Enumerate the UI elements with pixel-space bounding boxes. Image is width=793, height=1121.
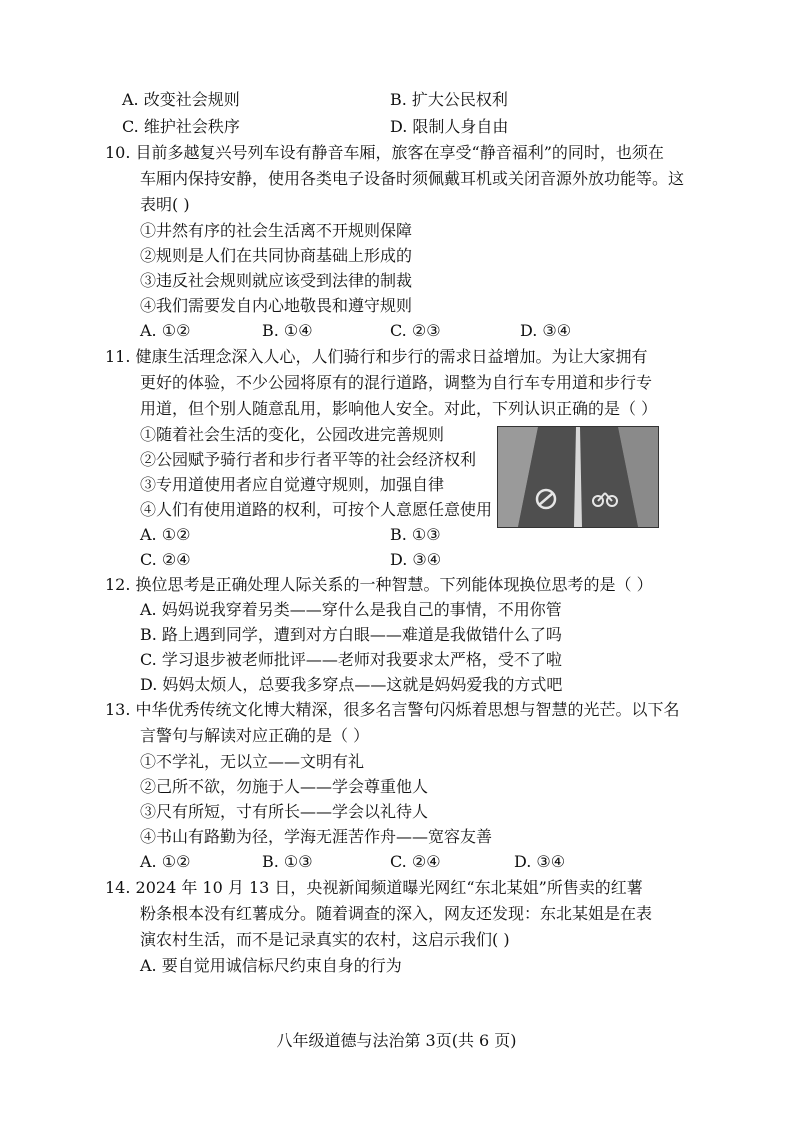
q11-option-c: C. ②④: [140, 550, 191, 569]
bike-lane-photo: [497, 426, 659, 528]
q12-option-d: D. 妈妈太烦人，总要我多穿点——这就是妈妈爱我的方式吧: [140, 675, 563, 694]
q13-option-d: D. ③④: [514, 852, 566, 871]
q12-option-b: B. 路上遇到同学，遭到对方白眼——难道是我做错什么了吗: [140, 625, 562, 644]
q13-statement-2: ②己所不欲，勿施于人——学会尊重他人: [140, 777, 429, 796]
q10-statement-4: ④我们需要发自内心地敬畏和遵守规则: [140, 296, 413, 315]
q14-stem-line2: 粉条根本没有红薯成分。随着调查的深入，网友还发现：东北某姐是在表: [140, 904, 653, 923]
q10-stem-line2: 车厢内保持安静，使用各类电子设备时须佩戴耳机或关闭音源外放功能等。这: [140, 169, 685, 188]
q14-stem-line1: 14. 2024 年 10 月 13 日，央视新闻频道曝光网红“东北某姐”所售卖的红薯: [105, 878, 643, 897]
q13-statement-4: ④书山有路勤为径，学海无涯苦作舟——宽容友善: [140, 827, 493, 846]
q12-option-a: A. 妈妈说我穿着另类——穿什么是我自己的事情，不用你管: [140, 600, 562, 619]
q9-option-c: C. 维护社会秩序: [122, 117, 240, 136]
q10-option-a: A. ①②: [140, 321, 191, 340]
q13-statement-1: ①不学礼，无以立——文明有礼: [140, 752, 365, 771]
q14-option-a: A. 要自觉用诚信标尺约束自身的行为: [140, 956, 402, 975]
q10-option-d: D. ③④: [520, 321, 572, 340]
q10-statement-2: ②规则是人们在共同协商基础上形成的: [140, 246, 413, 265]
q14-stem-line3: 演农村生活，而不是记录真实的农村，这启示我们( ): [140, 930, 510, 949]
page-footer: 八年级道德与法治第 3页(共 6 页): [276, 1031, 517, 1050]
q11-statement-2: ②公园赋予骑行者和步行者平等的社会经济权利: [140, 450, 477, 469]
q11-statement-3: ③专用道使用者应自觉遵守规则，加强自律: [140, 475, 445, 494]
q10-statement-3: ③违反社会规则就应该受到法律的制裁: [140, 271, 413, 290]
q9-option-b: B. 扩大公民权利: [390, 90, 508, 109]
q12-stem-line1: 12. 换位思考是正确处理人际关系的一种智慧。下列能体现换位思考的是（ ）: [105, 575, 653, 594]
q13-stem-line1: 13. 中华优秀传统文化博大精深，很多名言警句闪烁着思想与智慧的光芒。以下名: [105, 700, 680, 719]
q11-option-a: A. ①②: [140, 525, 191, 544]
q11-statement-1: ①随着社会生活的变化，公园改进完善规则: [140, 425, 445, 444]
q13-stem-line2: 言警句与解读对应正确的是（ ）: [140, 726, 370, 745]
q12-option-c: C. 学习退步被老师批评——老师对我要求太严格，受不了啦: [140, 650, 562, 669]
q13-option-a: A. ①②: [140, 852, 191, 871]
q10-stem-line1: 10. 目前多越复兴号列车设有静音车厢，旅客在享受“静音福利”的同时，也须在: [105, 143, 664, 162]
q13-option-c: C. ②④: [390, 852, 441, 871]
q9-option-d: D. 限制人身自由: [390, 117, 509, 136]
q13-option-b: B. ①③: [262, 852, 313, 871]
q9-option-a: A. 改变社会规则: [122, 90, 240, 109]
q11-statement-4: ④人们有使用道路的权利，可按个人意愿任意使用: [140, 500, 493, 519]
q13-statement-3: ③尺有所短，寸有所长——学会以礼待人: [140, 802, 429, 821]
bike-lane-photo-drawing: [498, 427, 658, 527]
q10-option-b: B. ①④: [262, 321, 313, 340]
q11-stem-line1: 11. 健康生活理念深入人心，人们骑行和步行的需求日益增加。为让大家拥有: [105, 347, 648, 366]
q11-option-d: D. ③④: [390, 550, 442, 569]
q11-stem-line2: 更好的体验，不少公园将原有的混行道路，调整为自行车专用道和步行专: [140, 373, 653, 392]
q10-option-c: C. ②③: [390, 321, 441, 340]
q11-stem-line3: 用道，但个别人随意乱用，影响他人安全。对此，下列认识正确的是（ ）: [140, 399, 658, 418]
q10-stem-line3: 表明( ): [140, 195, 190, 214]
q11-option-b: B. ①③: [390, 525, 441, 544]
q10-statement-1: ①井然有序的社会生活离不开规则保障: [140, 221, 413, 240]
